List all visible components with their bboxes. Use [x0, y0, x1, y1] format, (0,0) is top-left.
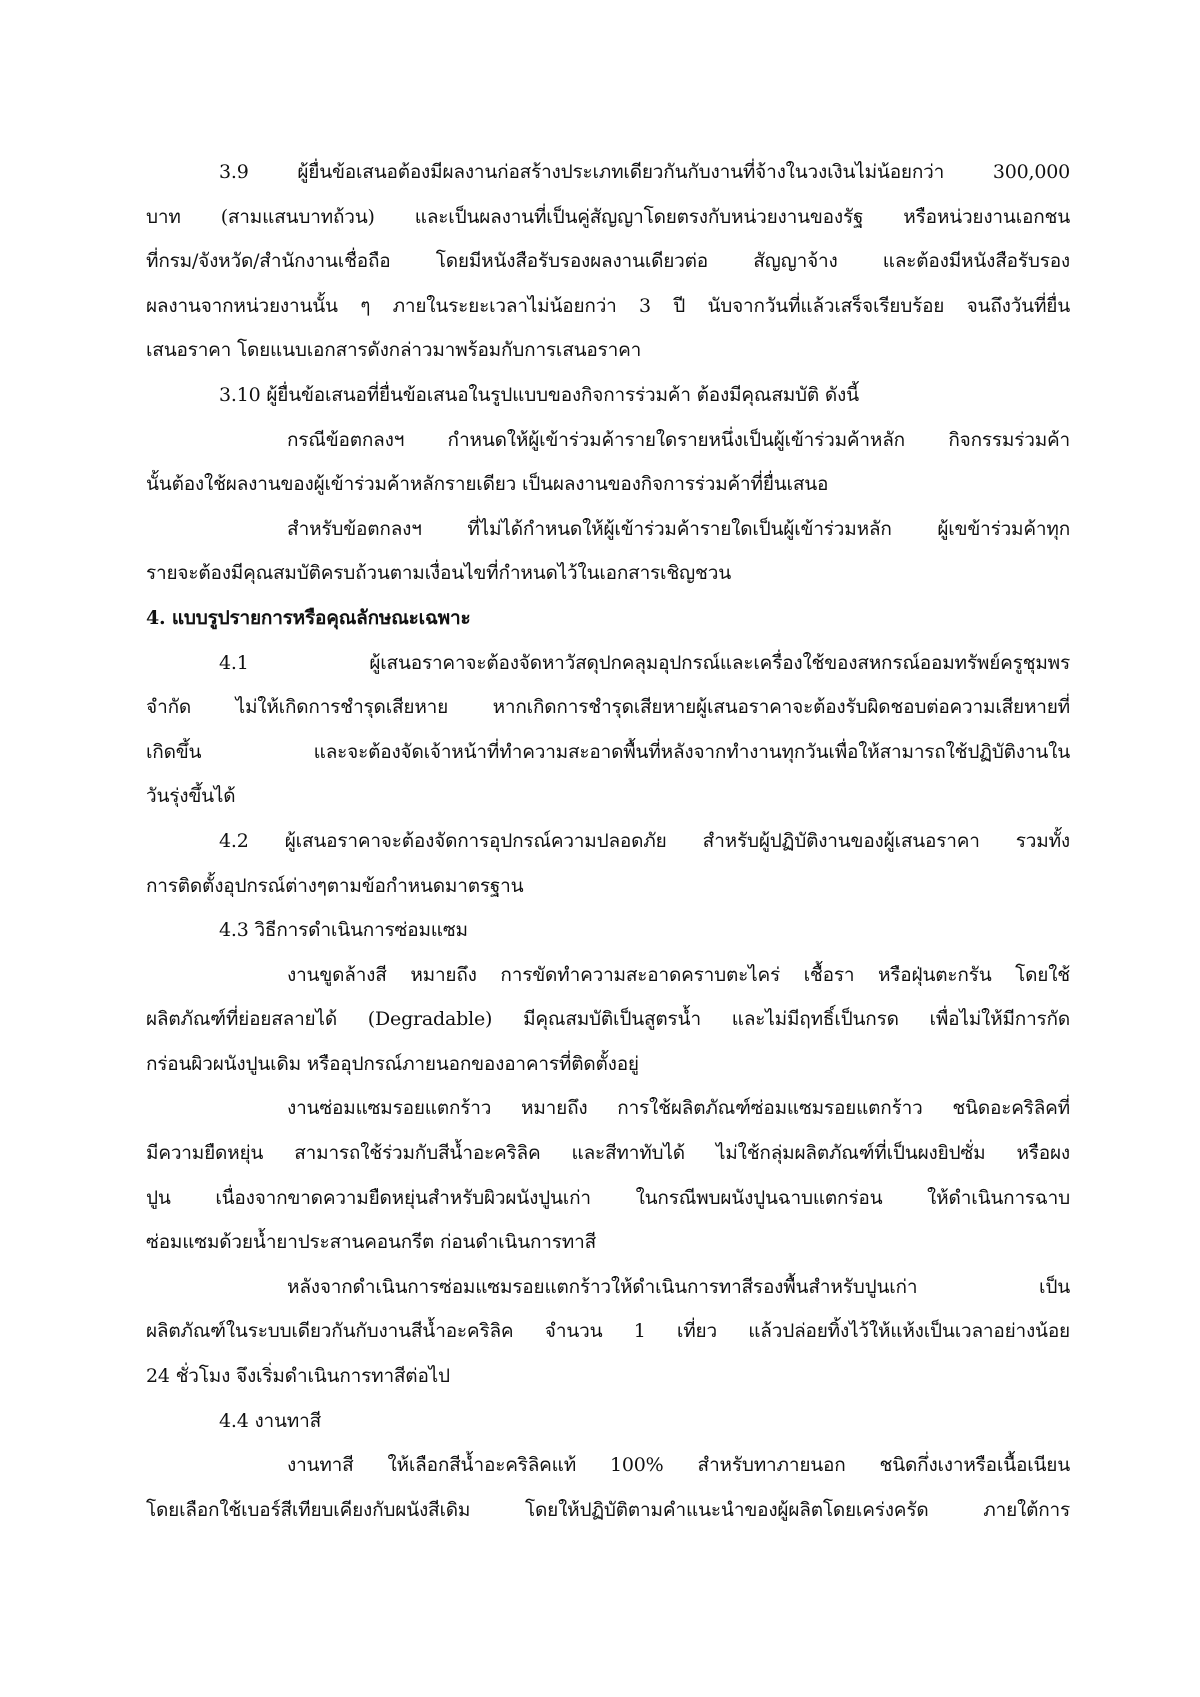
- para-3-9-line-5: เสนอราคา โดยแนบเอกสารดังกล่าวมาพร้อมกับการเสนอราคา: [146, 339, 642, 362]
- para-3-9-line-1: 3.9 ผู้ยื่นข้อเสนอต้องมีผลงานก่อสร้างประเภทเดียวกันกับงานที่จ้างในวงเงินไม่น้อยกว่า 300,000: [219, 161, 1070, 183]
- para-4-3-sub-2-line-2: มีความยืดหยุ่น สามารถใช้ร่วมกับสีน้ำอะคริลิค และสีทาทับได้ ไม่ใช้กลุ่มผลิตภัณฑ์ที่เป็นผงยิปซั่ม หรือผง: [146, 1142, 1070, 1165]
- para-3-10-sub-2-line-1: สำหรับข้อตกลงฯ ที่ไม่ได้กำหนดให้ผู้เข้าร่วมค้ารายใดเป็นผู้เข้าร่วมหลัก ผู้เขข้าร่วมค้าทุก: [287, 517, 1070, 540]
- para-4-2-line-1: 4.2 ผู้เสนอราคาจะต้องจัดการอุปกรณ์ความปลอดภัย สำหรับผู้ปฏิบัติงานของผู้เสนอราคา รวมทั้ง: [219, 829, 1070, 852]
- para-3-10-sub-1-line-2: นั้นต้องใช้ผลงานของผู้เข้าร่วมค้าหลักรายเดียว เป็นผลงานของกิจการร่วมค้าที่ยื่นเสนอ: [146, 473, 829, 496]
- document-body: [146, 150, 1070, 1532]
- para-4-4-sub-1-line-1: งานทาสี ให้เลือกสีน้ำอะคริลิคแท้ 100% สำหรับทาภายนอก ชนิดกึ่งเงาหรือเนื้อเนียน: [287, 1454, 1070, 1477]
- para-4-1-line-2: จำกัด ไม่ให้เกิดการชำรุดเสียหาย หากเกิดการชำรุดเสียหายผู้เสนอราคาจะต้องรับผิดชอบต่อความเสียหายที่: [146, 696, 1070, 719]
- para-3-10-sub-1-line-1: กรณีข้อตกลงฯ กำหนดให้ผู้เข้าร่วมค้ารายใดรายหนึ่งเป็นผู้เข้าร่วมค้าหลัก กิจกรรมร่วมค้า: [287, 428, 1070, 451]
- para-4-3-sub-2-line-4: ซ่อมแซมด้วยน้ำยาประสานคอนกรีต ก่อนดำเนินการทาสี: [146, 1231, 596, 1254]
- para-3-10-sub-2-line-2: รายจะต้องมีคุณสมบัติครบถ้วนตามเงื่อนไขที่กำหนดไว้ในเอกสารเชิญชวน: [146, 562, 731, 585]
- para-3-10-line-1: 3.10 ผู้ยื่นข้อเสนอที่ยื่นข้อเสนอในรูปแบบของกิจการร่วมค้า ต้องมีคุณสมบัติ ดังนี้: [219, 383, 859, 406]
- para-4-1-line-4: วันรุ่งขึ้นได้: [146, 785, 236, 808]
- para-3-9-line-3: ที่กรม/จังหวัด/สำนักงานเชื่อถือ โดยมีหนังสือรับรองผลงานเดียวต่อ สัญญาจ้าง และต้องมีหนังสือรับรอง: [146, 250, 1070, 273]
- para-4-3-sub-1-line-1: งานขูดล้างสี หมายถึง การขัดทำความสะอาดคราบตะไคร่ เชื้อรา หรือฝุ่นตะกรัน โดยใช้: [287, 963, 1070, 986]
- section-4-heading: 4. แบบรูปรายการหรือคุณลักษณะเฉพาะ: [146, 606, 471, 629]
- para-4-1-line-3: เกิดขึ้น และจะต้องจัดเจ้าหน้าที่ทำความสะอาดพื้นที่หลังจากทำงานทุกวันเพื่อให้สามารถใช้ปฏิบัติงานใน: [146, 740, 1070, 763]
- para-4-3-sub-1-line-3: กร่อนผิวผนังปูนเดิม หรืออุปกรณ์ภายนอกของอาคารที่ติดตั้งอยู่: [146, 1052, 639, 1075]
- para-4-1-line-1: 4.1 ผู้เสนอราคาจะต้องจัดหาวัสดุปกคลุมอุปกรณ์และเครื่องใช้ของสหกรณ์ออมทรัพย์ครูชุมพร: [219, 651, 1070, 674]
- para-4-3-sub-3-line-2: ผลิตภัณฑ์ในระบบเดียวกันกับงานสีน้ำอะคริลิค จำนวน 1 เที่ยว แล้วปล่อยทิ้งไว้ให้แห้งเป็นเวลาอย่างน้อย: [146, 1320, 1070, 1343]
- para-4-3-sub-2-line-1: งานซ่อมแซมรอยแตกร้าว หมายถึง การใช้ผลิตภัณฑ์ซ่อมแซมรอยแตกร้าว ชนิดอะคริลิคที่: [287, 1097, 1070, 1120]
- para-4-3-sub-2-line-3: ปูน เนื่องจากขาดความยืดหยุ่นสำหรับผิวผนังปูนเก่า ในกรณีพบผนังปูนฉาบแตกร่อน ให้ดำเนินการฉาบ: [146, 1186, 1070, 1209]
- para-3-9-line-4: ผลงานจากหน่วยงานนั้น ๆ ภายในระยะเวลาไม่น้อยกว่า 3 ปี นับจากวันที่แล้วเสร็จเรียบร้อย จนถึงวันที่ยื่น: [146, 294, 1070, 317]
- para-4-3-sub-1-line-2: ผลิตภัณฑ์ที่ย่อยสลายได้ (Degradable) มีคุณสมบัติเป็นสูตรน้ำ และไม่มีฤทธิ์เป็นกรด เพื่อไม่ให้มีการกัด: [146, 1008, 1070, 1031]
- para-4-3-heading: 4.3 วิธีการดำเนินการซ่อมแซม: [219, 919, 468, 942]
- para-4-4-heading: 4.4 งานทาสี: [219, 1409, 321, 1432]
- para-4-3-sub-3-line-3: 24 ชั่วโมง จึงเริ่มดำเนินการทาสีต่อไป: [146, 1365, 450, 1388]
- para-4-3-sub-3-line-1: หลังจากดำเนินการซ่อมแซมรอยแตกร้าวให้ดำเนินการทาสีรองพื้นสำหรับปูนเก่า เป็น: [287, 1275, 1070, 1298]
- para-4-4-sub-1-line-2: โดยเลือกใช้เบอร์สีเทียบเคียงกับผนังสีเดิม โดยให้ปฏิบัติตามคำแนะนำของผู้ผลิตโดยเคร่งครัด ภายใต้การ: [146, 1498, 1070, 1521]
- para-3-9-line-2: บาท (สามแสนบาทถ้วน) และเป็นผลงานที่เป็นคู่สัญญาโดยตรงกับหน่วยงานของรัฐ หรือหน่วยงานเอกชน: [146, 205, 1070, 228]
- para-4-2-line-2: การติดตั้งอุปกรณ์ต่างๆตามข้อกำหนดมาตรฐาน: [146, 874, 524, 897]
